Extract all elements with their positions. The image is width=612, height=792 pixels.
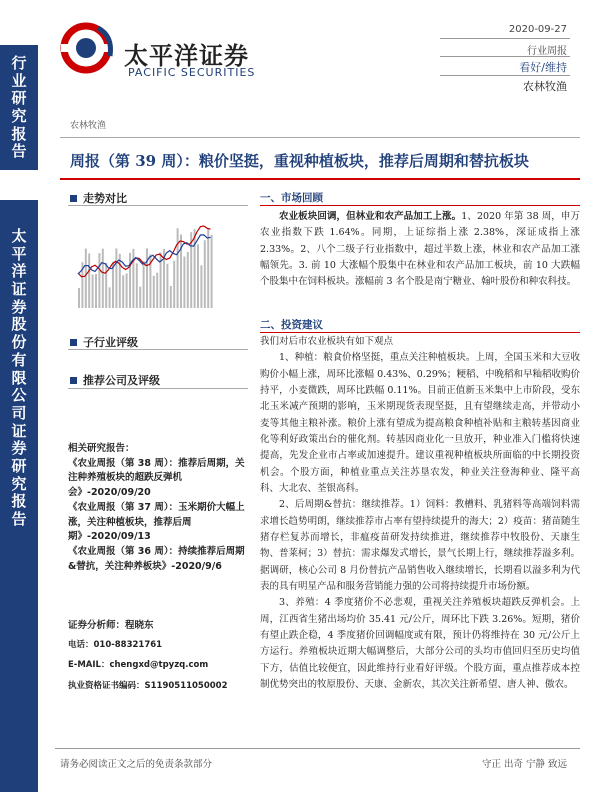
volume-bar — [183, 257, 185, 308]
analyst-cert: 执业资格证书编码：S1190511050002 — [68, 681, 228, 692]
volume-bar — [85, 249, 87, 308]
volume-bar — [177, 228, 179, 308]
analyst-info — [68, 618, 228, 694]
analyst-email[interactable]: E-MAIL：chengxd@tpyzq.com — [68, 659, 209, 670]
volume-bar — [126, 273, 128, 308]
category-label: 农林牧渔 — [70, 121, 107, 131]
report-date: 2020-09-27 — [508, 24, 567, 35]
trend-heading-text: 走势对比 — [83, 192, 127, 205]
volume-bar — [153, 276, 155, 308]
header-divider — [440, 56, 570, 57]
report-type: 行业周报 — [527, 46, 567, 57]
recommend-heading-text: 推荐公司及评级 — [83, 374, 160, 387]
market-review-body: 1、2020 年第 38 周，申万农业指数下跌 1.64%。同期，上证综指上涨 2.38%，深证成指上涨 2.33%。2、八个二级子行业指数中，超过半数上涨，林业和农产品加工涨幅领先。3. 前 10 大涨幅个股集中在林业和农产品加工板块，前 10 大跌幅个股集中在饲料板块。涨幅前 3 名个股是南宁糖业、翰叶股份和种农科技。 — [260, 211, 580, 288]
trend-heading — [70, 190, 127, 206]
advice-planting: 1、种植：粮食价格坚挺，重点关注种植板块。上周，全国玉米和大豆收购价小幅上涨，周环比涨幅 0.43%、0.29%；粳稻、中晚稻和早籼稻收购价持平，小麦微跌，周环比跌幅 0.11%。目前正值新玉米集中上市阶段，受东北玉米减产预期的影响，玉米期现货表现坚挺，且有望继续走高，并带动小麦等其他主粮补涨。粮价上涨有望成为提高粮食种植补贴和主粮转基因商业化等利好政策出台的催化剂。转基因商业化一旦放开，种业准入门槛将快速提高，先发企业市占率或加速提升。建议重视种植板块所面临的中长期投资机会。个股方面，种植业重点关注苏垦农发，种业关注登海种业、隆平高科、大北农、荃银高科。 — [260, 352, 580, 494]
logo-en: PACIFIC SECURITIES — [128, 66, 256, 79]
recommend-heading — [70, 372, 160, 388]
volume-bar — [211, 235, 213, 308]
footer-disclaimer: 请务必阅读正文之后的免责条款部分 — [60, 759, 213, 770]
market-review-text — [260, 209, 580, 291]
advice-post-cycle: 2、后周期&替抗：继续推荐。1）饲料：教槽料、乳猪料等高端饲料需求增长趋势明朗，继续推荐市占率有望持续提升的海大；2）疫苗：猪苗随生猪存栏复苏而增长，非瘟疫苗研发持续推进，继续推荐中牧股份、天康生物、普莱柯；3）替抗：需求爆发式增长，景气长期上行，继续推荐溢多利。据调研，核心公司 8 月份替抗产品销售收入继续增长，长期看以溢多利为代表的具有明星产品和服务营销能力强的公司将持续提升市场份额。 — [260, 499, 580, 592]
section-underline — [260, 205, 580, 206]
market-review-lead: 农业板块回调，但林业和农产品加工上涨。 — [279, 211, 462, 222]
divider — [68, 205, 248, 206]
footer-motto: 守正 出奇 宁静 致远 — [481, 759, 567, 770]
analyst-name: 证券分析师：程晓东 — [68, 620, 154, 631]
bullet-square-icon — [70, 339, 77, 346]
volume-bar — [102, 249, 104, 308]
rating: 看好/维持 — [519, 61, 567, 74]
volume-bar — [187, 252, 189, 308]
section-investment-advice: 二、投资建议 — [260, 319, 323, 331]
volume-bar — [98, 253, 100, 308]
related-report-1[interactable]: 《农业周报（第 38 周）：推荐后周期，关注种养殖板块的超跌反弹机会》-2020/09/20 — [68, 457, 245, 499]
related-reports — [68, 442, 248, 574]
volume-bar — [95, 274, 97, 308]
logo-cn: 太平洋证券 — [124, 42, 249, 70]
volume-bar — [78, 288, 80, 308]
volume-bar — [180, 235, 182, 308]
advice-breeding: 3、养殖：4 季度猪价不必悲观，重视关注养殖板块超跌反弹机会。上周，江西省生猪出场均价 35.41 元/公斤，周环比下跌 3.26%。短期，猪价有望止跌企稳，4 季度猪价回调幅度或有限，预计仍将维持在 30 元/公斤上方运行。养殖板块近期大幅调整后，大部分公司的头均市值回归至历史均值下方，估值比较便宜，因此维持行业看好评级。个股方面，重点推荐成本控制优势突出的牧原股份、天康、金新农，其次关注新希望、唐人神、傲农。 — [260, 597, 580, 690]
footer-divider — [55, 748, 580, 749]
volume-bar — [170, 286, 172, 308]
title-underline — [60, 178, 580, 180]
volume-bar — [194, 229, 196, 308]
volume-bar — [204, 240, 206, 308]
bullet-square-icon — [70, 377, 77, 384]
volume-bar — [173, 261, 175, 308]
volume-bar — [143, 261, 145, 308]
volume-bar — [105, 263, 107, 308]
volume-bar — [119, 254, 121, 308]
header-divider — [440, 75, 570, 76]
volume-bar — [139, 287, 141, 308]
volume-bar — [207, 228, 209, 308]
volume-bar — [115, 248, 117, 308]
sidebar-bottom-text: 太 平 洋 证 券 股 份 有 限 公 司 证 券 研 究 报 告 — [11, 227, 27, 528]
rating-heading-text: 子行业评级 — [83, 336, 138, 349]
volume-bar — [200, 265, 202, 308]
bullet-square-icon — [70, 195, 77, 202]
related-report-2[interactable]: 《农业周报（第 37 周）：玉米期价大幅上涨，关注种植板块，推荐后周期》-2020/09/13 — [68, 501, 245, 543]
title-divider — [60, 137, 580, 138]
sidebar-top-text: 行 业 研 究 报 告 — [11, 54, 27, 161]
volume-bar — [92, 275, 94, 308]
trend-chart — [70, 208, 220, 318]
section-underline — [260, 332, 580, 333]
related-report-3[interactable]: 《农业周报（第 36 周）：持续推荐后周期&替抗，关注种养板块》-2020/9/6 — [68, 546, 245, 572]
sector: 农林牧渔 — [523, 80, 567, 93]
rating-heading — [70, 334, 138, 350]
related-title: 相关研究报告： — [68, 443, 135, 454]
volume-bar — [156, 273, 158, 308]
section-market-review: 一、市场回顾 — [260, 192, 323, 204]
investment-advice — [260, 334, 580, 693]
volume-bar — [136, 263, 138, 308]
volume-bar — [132, 249, 134, 308]
advice-intro: 我们对后市农业板块有如下观点 — [260, 336, 394, 347]
divider — [68, 388, 248, 389]
divider — [68, 349, 248, 350]
volume-bar — [109, 287, 111, 308]
page-title: 周报（第 39 周）：粮价坚挺，重视种植板块，推荐后周期和替抗板块 — [70, 152, 529, 170]
volume-bar — [122, 275, 124, 308]
volume-bar — [88, 253, 90, 308]
volume-bar — [166, 264, 168, 308]
volume-bar — [146, 248, 148, 308]
volume-bar — [129, 253, 131, 308]
analyst-phone: 电话：010-88321761 — [68, 640, 163, 651]
header-divider — [440, 38, 570, 39]
volume-bar — [197, 244, 199, 308]
logo-icon — [58, 18, 118, 76]
